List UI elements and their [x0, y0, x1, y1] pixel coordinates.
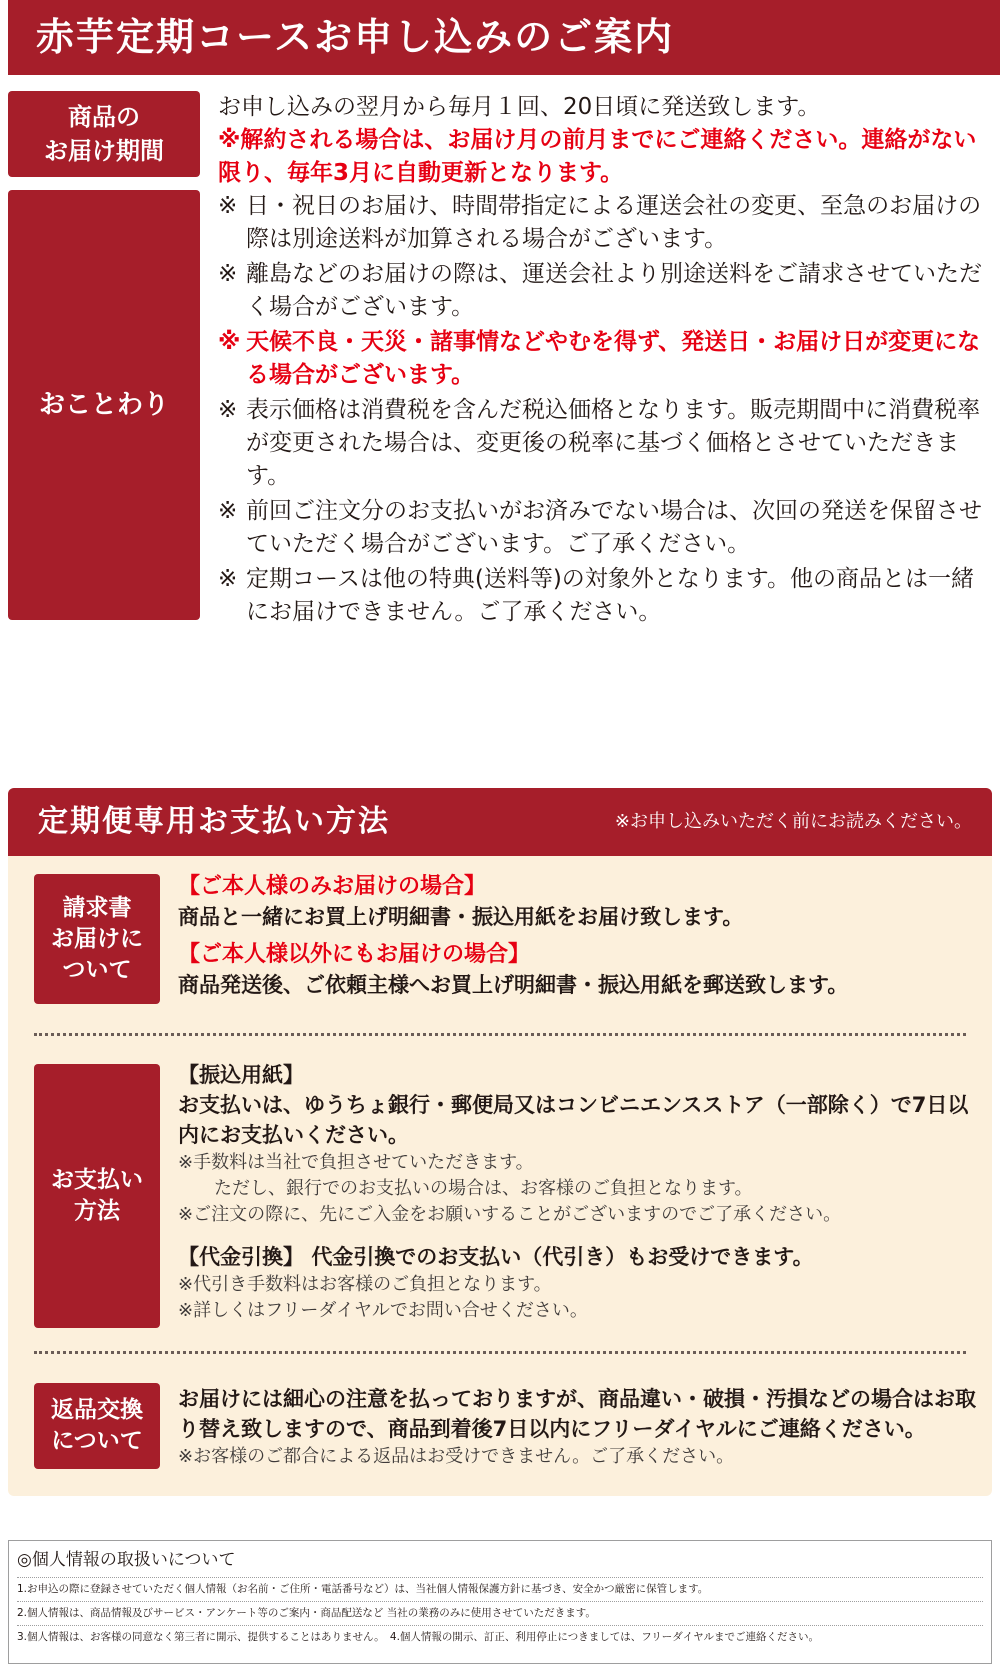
disclaimer-label: おことわり — [8, 190, 200, 620]
transfer-text: お支払いは、ゆうちょ銀行・郵便局又はコンビニエンスストア（一部除く）で7日以内にお支払いください。 — [178, 1093, 969, 1147]
delivery-schedule: お申し込みの翌月から毎月１回、20日頃に発送致します。 — [218, 94, 821, 120]
returns-text: お届けには細心の注意を払っておりますが、商品違い・破損・汚損などの場合はお取り替え致しますので、商品到着後7日以内にフリーダイヤルにご連絡ください。 — [178, 1387, 976, 1441]
disclaimer-item — [218, 190, 993, 256]
cod-note: ※詳しくはフリーダイヤルでお問い合せください。 — [178, 1300, 588, 1321]
disclaimer-item — [218, 258, 993, 324]
transfer-note: ※ご注文の際に、先にご入金をお願いすることがございますのでご了承ください。 — [178, 1204, 842, 1225]
invoice-case1-title: 【ご本人様のみお届けの場合】 — [178, 874, 487, 899]
payment-title: 定期便専用お支払い方法 — [38, 804, 390, 839]
disclaimer-list — [218, 190, 993, 631]
cod-title: 【代金引換】 — [178, 1245, 304, 1269]
payment-header-note: ※お申し込みいただく前にお読みください。 — [614, 811, 972, 832]
disclaimer-text: 日・祝日のお届け、時間帯指定による運送会社の変更、至急のお届けの際は別途送料が加算される場合がございます。 — [246, 193, 982, 252]
disclaimer-item — [218, 394, 993, 493]
cod-note: ※代引き手数料はお客様のご負担となります。 — [178, 1274, 552, 1295]
payment-header — [8, 788, 992, 856]
dotted-divider — [34, 1351, 966, 1354]
disclaimer-text: 表示価格は消費税を含んだ税込価格となります。販売期間中に消費税率が変更された場合は、変更後の税率に基づく価格とさせていただきます。 — [246, 397, 981, 489]
invoice-case1-text: 商品と一緒にお買上げ明細書・振込用紙をお届け致します。 — [178, 905, 744, 929]
disclaimer-text: 前回ご注文分のお支払いがお済みでない場合は、次回の発送を保留させていただく場合がございます。ご了承ください。 — [246, 498, 982, 557]
note-mark: ※ — [218, 329, 241, 355]
disclaimer-item-red — [218, 326, 993, 392]
returns-note: ※お客様のご都合による返品はお受けできません。ご了承ください。 — [178, 1446, 735, 1467]
note-mark: ※ — [218, 498, 238, 524]
dotted-divider — [34, 1033, 966, 1036]
invoice-info — [178, 872, 978, 1000]
note-mark: ※ — [218, 193, 238, 219]
privacy-box — [8, 1540, 992, 1664]
disclaimer-item — [218, 563, 993, 629]
invoice-case2-text: 商品発送後、ご依頼主様へお買上げ明細書・振込用紙を郵送致します。 — [178, 973, 849, 997]
note-mark: ※ — [218, 261, 238, 287]
privacy-line: 2.個人情報は、商品情報及びサービス・アンケート等のご案内・商品配送など 当社の業務のみに使用させていただきます。 — [17, 1601, 983, 1625]
payment-method-label: お支払い 方法 — [34, 1064, 160, 1328]
transfer-note: ※手数料は当社で負担させていただきます。 — [178, 1152, 534, 1173]
transfer-note: ただし、銀行でのお支払いの場合は、お客様のご負担となります。 — [214, 1178, 753, 1199]
disclaimer-item — [218, 495, 993, 561]
delivery-period-text — [218, 91, 993, 190]
disclaimer-text: 離島などのお届けの際は、運送会社より別途送料をご請求させていただく場合がございます。 — [246, 261, 982, 320]
payment-method-info — [178, 1060, 978, 1324]
payment-panel — [8, 788, 992, 1496]
cod-text: 代金引換でのお支払い（代引き）もお受けできます。 — [311, 1245, 814, 1269]
delivery-period-label: 商品の お届け期間 — [8, 91, 200, 177]
note-mark: ※ — [218, 566, 238, 592]
disclaimer-text: 定期コースは他の特典(送料等)の対象外となります。他の商品とは一緒にお届けできません。ご了承ください。 — [246, 566, 974, 625]
returns-info — [178, 1384, 978, 1470]
privacy-line: 1.お申込の際に登録させていただく個人情報（お名前・ご住所・電話番号など）は、当社個人情報保護方針に基づき、安全かつ厳密に保管します。 — [17, 1577, 983, 1601]
cod-line — [178, 1242, 978, 1272]
returns-label: 返品交換 について — [34, 1383, 160, 1469]
cancellation-notice: ※解約される場合は、お届け月の前月までにご連絡ください。連絡がない限り、毎年3月に自動更新となります。 — [218, 127, 977, 186]
note-mark: ※ — [218, 397, 238, 423]
privacy-title: ◎個人情報の取扱いについて — [17, 1550, 236, 1570]
page-title: 赤芋定期コースお申し込みのご案内 — [8, 0, 1000, 75]
invoice-case2-title: 【ご本人様以外にもお届けの場合】 — [178, 942, 531, 967]
invoice-label: 請求書 お届けに ついて — [34, 874, 160, 1004]
transfer-title: 【振込用紙】 — [178, 1063, 304, 1087]
disclaimer-text: 天候不良・天災・諸事情などやむを得ず、発送日・お届け日が変更になる場合がございます。 — [246, 329, 981, 388]
privacy-line: 3.個人情報は、お客様の同意なく第三者に開示、提供することはありません。 4.個人情報の開示、訂正、利用停止につきましては、フリーダイヤルまでご連絡ください。 — [17, 1625, 983, 1649]
